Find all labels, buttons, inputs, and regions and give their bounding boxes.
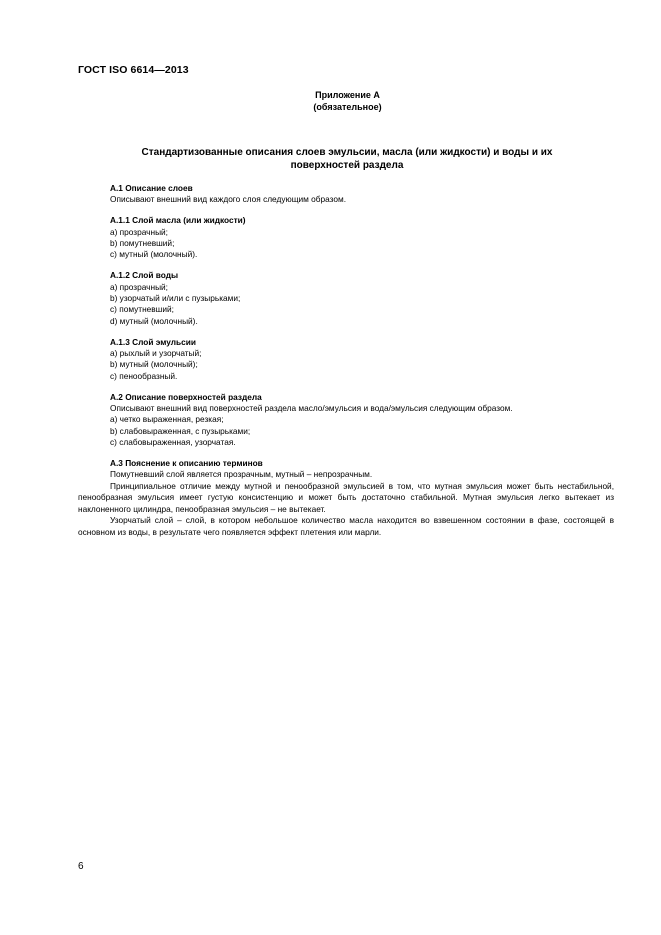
appendix-status: (обязательное) [313,102,382,112]
list-item: а) прозрачный; [110,281,168,292]
list-item: b) слабовыраженная, с пузырьками; [110,425,251,436]
section-heading: А.2 Описание поверхностей раздела [110,391,262,402]
appendix-title-line-1: Стандартизованные описания слоев эмульсии, масла (или жидкости) и воды и их [141,147,553,158]
section-heading: А.1.3 Слой эмульсии [110,336,196,347]
list-item: c) помутневший; [110,304,174,315]
section-text: Описывают внешний вид каждого слоя следующим образом. [110,194,347,205]
section-a1-2 [78,270,614,327]
appendix-header [0,89,661,113]
list-item: а) четко выраженная, резкая; [110,414,224,425]
paragraph: Узорчатый слой – слой, в котором небольшое количество масла находится во взвешенном состоянии в фазе, состоящей в основном из воды, в результате чего появляется эффект плетения или марли. [78,515,614,537]
appendix-label: Приложение А [315,90,380,100]
list-item: c) мутный (молочный). [110,249,198,260]
list-item: b) узорчатый и/или с пузырьками; [110,293,241,304]
section-heading: А.1 Описание слоев [110,183,193,193]
section-a1-1 [78,215,614,261]
list-item: d) мутный (молочный). [110,315,198,326]
list-item: b) помутневший; [110,238,175,249]
list-item: c) пенообразный. [110,370,178,381]
section-heading: А.3 Пояснение к описанию терминов [110,458,263,469]
paragraph: Принципиальное отличие между мутной и пенообразной эмульсией в том, что мутная эмульсия может быть нестабильной, пенообразная эмульсия имеет густую консистенцию и может быть достаточно стабильной. Мутная эмульсия легко вытекает из наклоненного цилиндра, пенообразная эмульсия – не вытекает. [78,480,614,514]
appendix-title [110,147,584,172]
section-a1 [78,183,614,206]
paragraph: Помутневший слой является прозрачным, мутный – непрозрачным. [110,469,373,480]
list-item: а) рыхлый и узорчатый; [110,348,202,359]
list-item: b) мутный (молочный); [110,359,198,370]
appendix-title-line-2: поверхностей раздела [290,159,404,171]
section-text: Описывают внешний вид поверхностей раздела масло/эмульсия и вода/эмульсия следующим образом. [110,403,513,414]
document-code: ГОСТ ISO 6614—2013 [78,64,189,76]
section-heading: А.1.1 Слой масла (или жидкости) [110,215,246,226]
section-a3 [78,458,614,538]
section-heading: А.1.2 Слой воды [110,270,179,281]
section-a2 [78,392,614,449]
section-a1-3 [78,337,614,383]
list-item: а) прозрачный; [110,226,168,237]
appendix-content [78,183,614,547]
page-number: 6 [78,861,84,872]
list-item: c) слабовыраженная, узорчатая. [110,437,236,448]
